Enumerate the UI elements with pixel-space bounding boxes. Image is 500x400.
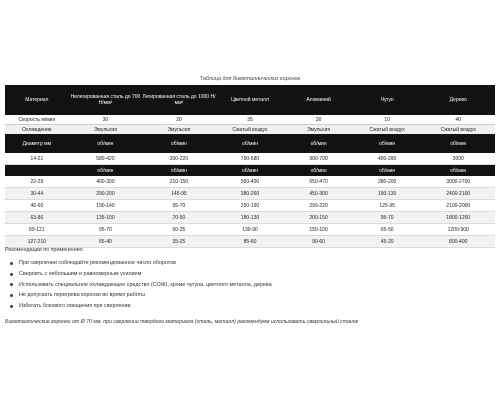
table-cell: 300-220 [142, 153, 216, 165]
list-item-text: Сверлить с небольшим и равномерным усилием [19, 271, 142, 278]
table-cell: 70-50 [142, 212, 216, 224]
table-cell: 10 [353, 115, 422, 125]
column-header: Легированная сталь до 1000 Н/мм² [142, 85, 216, 115]
table-cell: 135-100 [69, 212, 143, 224]
table-cell: 130-90 [216, 224, 285, 236]
column-header: об/мин [142, 165, 216, 177]
table-cell: 22-29 [5, 176, 69, 188]
column-header: об/мин [69, 134, 143, 153]
table-cell: 95-70 [142, 200, 216, 212]
table-cell: Сжатый воздух [421, 125, 495, 135]
column-header: Материал [5, 85, 69, 115]
list-item [5, 301, 272, 312]
table-cell: Эмульсия [284, 125, 353, 135]
list-item-text: Использовать специальное охлаждающее средство (СОЖ), кроме чугуна, цветного металла, дерева [19, 281, 272, 288]
table-row [5, 188, 495, 200]
table-cell: Эмульсия [69, 125, 143, 135]
column-header: об/мин [142, 134, 216, 153]
bullet-icon [10, 283, 13, 286]
column-header: об/мин [69, 165, 143, 177]
table-cell: 290-220 [284, 200, 353, 212]
table-cell: 900-700 [284, 153, 353, 165]
table-row [5, 224, 495, 236]
table-cell: 400-300 [69, 176, 143, 188]
table-row [5, 176, 495, 188]
table-cell: 450-300 [284, 188, 353, 200]
column-header: об/мин [284, 134, 353, 153]
column-header: об/мин [353, 165, 422, 177]
list-item-text: Не допускать перегрева коронки во время работы [19, 292, 145, 299]
bullet-icon [10, 262, 13, 265]
table-cell: 400-290 [353, 153, 422, 165]
table-cell: 95-70 [353, 212, 422, 224]
table-cell: 580-420 [69, 153, 143, 165]
column-header: Алюминий [284, 85, 353, 115]
bullet-icon [10, 305, 13, 308]
table-cell: 250-190 [216, 200, 285, 212]
table-cell: 127-210 [5, 236, 69, 248]
table-row [5, 236, 495, 248]
diameter-header-row [5, 134, 495, 153]
table-cell: 50-35 [142, 224, 216, 236]
table-cell: 2100-2000 [421, 200, 495, 212]
column-header: Цветной металл [216, 85, 285, 115]
column-header: об/мин [216, 165, 285, 177]
usage-note: Биметаллические коронки от Ø 70 мм, при сверлении твердого материала (сталь, металл) рекомендуем использовать сверлильный станок [5, 319, 359, 325]
table-cell: 125-95 [353, 200, 422, 212]
table-cell: Эмульсия [142, 125, 216, 135]
header-row [5, 85, 495, 115]
table-cell: 65-50 [353, 224, 422, 236]
table-cell: 14-21 [5, 153, 69, 165]
list-item [5, 269, 272, 280]
table-cell: 85-60 [216, 236, 285, 248]
table-cell: 3000 [421, 153, 495, 165]
column-header [5, 165, 69, 177]
table-cell: 65-40 [69, 236, 143, 248]
table-cell: 150-100 [284, 224, 353, 236]
table-cell: 30-44 [5, 188, 69, 200]
table-cell: 290-200 [69, 188, 143, 200]
table-cell: 95-70 [69, 224, 143, 236]
table-cell: 35 [216, 115, 285, 125]
list-item-text: При сверлении соблюдайте рекомендованное число оборотов [19, 260, 176, 267]
table-cell: 2400-2100 [421, 188, 495, 200]
table-cell: 30 [69, 115, 143, 125]
table-cell: 20 [142, 115, 216, 125]
table-cell: 45-20 [353, 236, 422, 248]
column-header: об/мин [353, 134, 422, 153]
list-item-text: Избегать бокового смещения при сверлении [19, 303, 131, 310]
table-cell: 380-260 [216, 188, 285, 200]
table-cell: 30 [284, 115, 353, 125]
table-cell: 35-25 [142, 236, 216, 248]
table-cell: 200-150 [284, 212, 353, 224]
unit-header-row [5, 165, 495, 177]
table-cell: 210-150 [142, 176, 216, 188]
table-cell: 40 [421, 115, 495, 125]
recommendations-list [5, 258, 272, 311]
table-cell: 180-130 [216, 212, 285, 224]
table-row [5, 153, 495, 165]
table-cell: Сжатый воздух [216, 125, 285, 135]
table-cell: Охлаждение [5, 125, 69, 135]
table-cell: 1800-1200 [421, 212, 495, 224]
column-header: Чугун [353, 85, 422, 115]
table-cell: 790-580 [216, 153, 285, 165]
table-caption: Таблица для биметаллических коронок [199, 76, 301, 82]
table-cell: 190-140 [69, 200, 143, 212]
cooling-row [5, 125, 495, 135]
list-item [5, 290, 272, 301]
column-header: об/мин [216, 134, 285, 153]
column-header: об/мин [284, 165, 353, 177]
table-cell: 145-95 [142, 188, 216, 200]
recommendations-title: Рекомендации по применению: [5, 247, 84, 253]
column-header: об/мин [421, 165, 495, 177]
table-cell: 560-400 [216, 176, 285, 188]
table-row [5, 200, 495, 212]
bullet-icon [10, 273, 13, 276]
column-header: Диаметр мм [5, 134, 69, 153]
column-header: Дерево [421, 85, 495, 115]
column-header: об/мин [421, 134, 495, 153]
table-cell: 90-60 [284, 236, 353, 248]
table-cell: 800-400 [421, 236, 495, 248]
table-cell: 280-200 [353, 176, 422, 188]
table-row [5, 212, 495, 224]
table-cell: 89-121 [5, 224, 69, 236]
list-item [5, 279, 272, 290]
bullet-icon [10, 294, 13, 297]
table-cell: 46-60 [5, 200, 69, 212]
table-cell: 63-86 [5, 212, 69, 224]
table-cell: 3000-2700 [421, 176, 495, 188]
table-cell: 190-130 [353, 188, 422, 200]
table-cell: Сжатый воздух [353, 125, 422, 135]
table-cell: 1200-900 [421, 224, 495, 236]
table-cell: Скорость м/мин [5, 115, 69, 125]
speed-row [5, 115, 495, 125]
table-cell: 650-470 [284, 176, 353, 188]
column-header: Нелегированная сталь до 700 Н/мм² [69, 85, 143, 115]
list-item [5, 258, 272, 269]
bimetal-crown-table [5, 85, 495, 248]
